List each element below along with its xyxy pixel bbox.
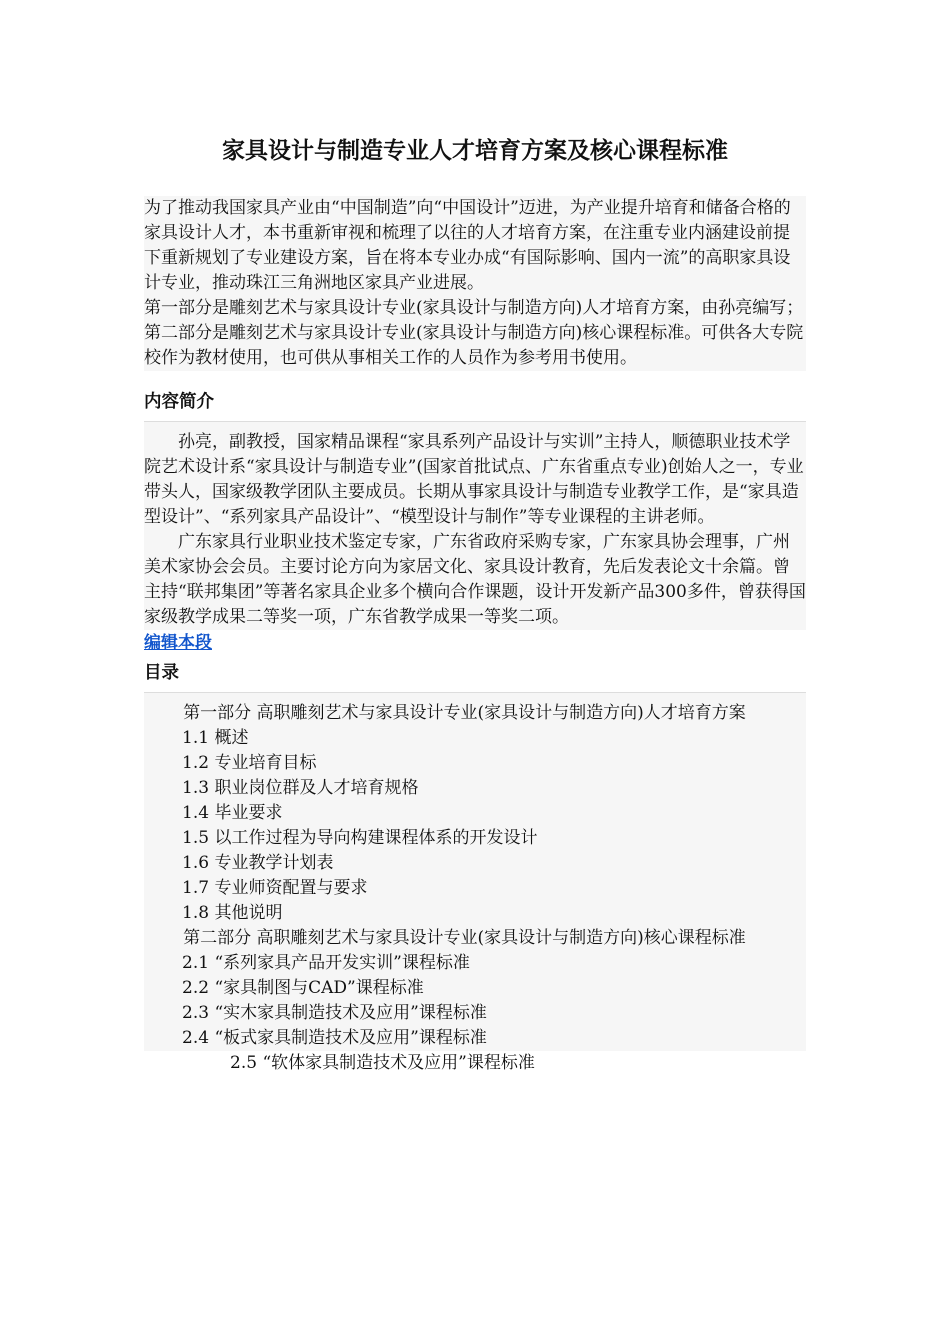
toc-item[interactable]: 2.3 “实木家具制造技术及应用”课程标准 [182, 1003, 487, 1023]
edit-section-link[interactable]: 编辑本段 [144, 633, 212, 653]
toc-item[interactable]: 1.2 专业培育目标 [182, 753, 317, 773]
toc-item[interactable]: 1.1 概述 [182, 728, 249, 748]
summary-section [144, 422, 806, 630]
toc-item[interactable]: 1.6 专业教学计划表 [182, 853, 334, 873]
toc-item[interactable]: 1.4 毕业要求 [182, 803, 283, 823]
toc-item[interactable]: 2.5 “软体家具制造技术及应用”课程标准 [144, 1051, 806, 1076]
toc-item[interactable]: 2.2 “家具制图与CAD”课程标准 [182, 978, 424, 998]
intro-section [144, 196, 806, 371]
summary-paragraph: 广东家具行业职业技术鉴定专家，广东省政府采购专家，广东家具协会理事，广州美术家协会会员。主要讨论方向为家居文化、家具设计教育，先后发表论文十余篇。曾主持“联邦集团”等著名家具企业多个横向合作课题，设计开发新产品300多件，曾获得国家级教学成果二等奖一项，广东省教学成果一等奖二项。 [144, 532, 806, 627]
document-body [144, 196, 806, 1076]
toc-item[interactable]: 2.1 “系列家具产品开发实训”课程标准 [182, 953, 470, 973]
toc-item[interactable]: 1.5 以工作过程为导向构建课程体系的开发设计 [182, 828, 538, 848]
toc-part-2[interactable]: 第二部分 高职雕刻艺术与家具设计专业(家具设计与制造方向)核心课程标准 [183, 928, 746, 948]
toc-item[interactable]: 1.7 专业师资配置与要求 [182, 878, 368, 898]
table-of-contents [144, 693, 806, 1076]
toc-item[interactable]: 1.8 其他说明 [182, 903, 283, 923]
summary-heading: 内容简介 [144, 379, 806, 422]
intro-paragraph: 第一部分是雕刻艺术与家具设计专业(家具设计与制造方向)人才培育方案，由孙亮编写；第二部分是雕刻艺术与家具设计专业(家具设计与制造方向)核心课程标准。可供各大专院校作为教材使用，也可供从事相关工作的人员作为参考用书使用。 [144, 298, 804, 368]
summary-paragraph: 孙亮，副教授，国家精品课程“家具系列产品设计与实训”主持人，顺德职业技术学院艺术设计系“家具设计与制造专业”(国家首批试点、广东省重点专业)创始人之一，专业带头人，国家级教学团队主要成员。长期从事家具设计与制造专业教学工作，是“家具造型设计”、“系列家具产品设计”、“模型设计与制作”等专业课程的主讲老师。 [144, 432, 804, 527]
toc-heading: 目录 [144, 656, 806, 693]
toc-part-1[interactable]: 第一部分 高职雕刻艺术与家具设计专业(家具设计与制造方向)人才培育方案 [183, 703, 746, 723]
intro-paragraph: 为了推动我国家具产业由“中国制造”向“中国设计”迈进，为产业提升培育和储备合格的家具设计人才，本书重新审视和梳理了以往的人才培育方案，在注重专业内涵建设前提下重新规划了专业建设方案，旨在将本专业办成“有国际影响、国内一流”的高职家具设计专业，推动珠江三角洲地区家具产业进展。 [144, 198, 791, 293]
toc-item[interactable]: 2.4 “板式家具制造技术及应用”课程标准 [182, 1028, 487, 1048]
toc-item[interactable]: 1.3 职业岗位群及人才培育规格 [182, 778, 419, 798]
document-title: 家具设计与制造专业人才培育方案及核心课程标准 [222, 138, 728, 164]
